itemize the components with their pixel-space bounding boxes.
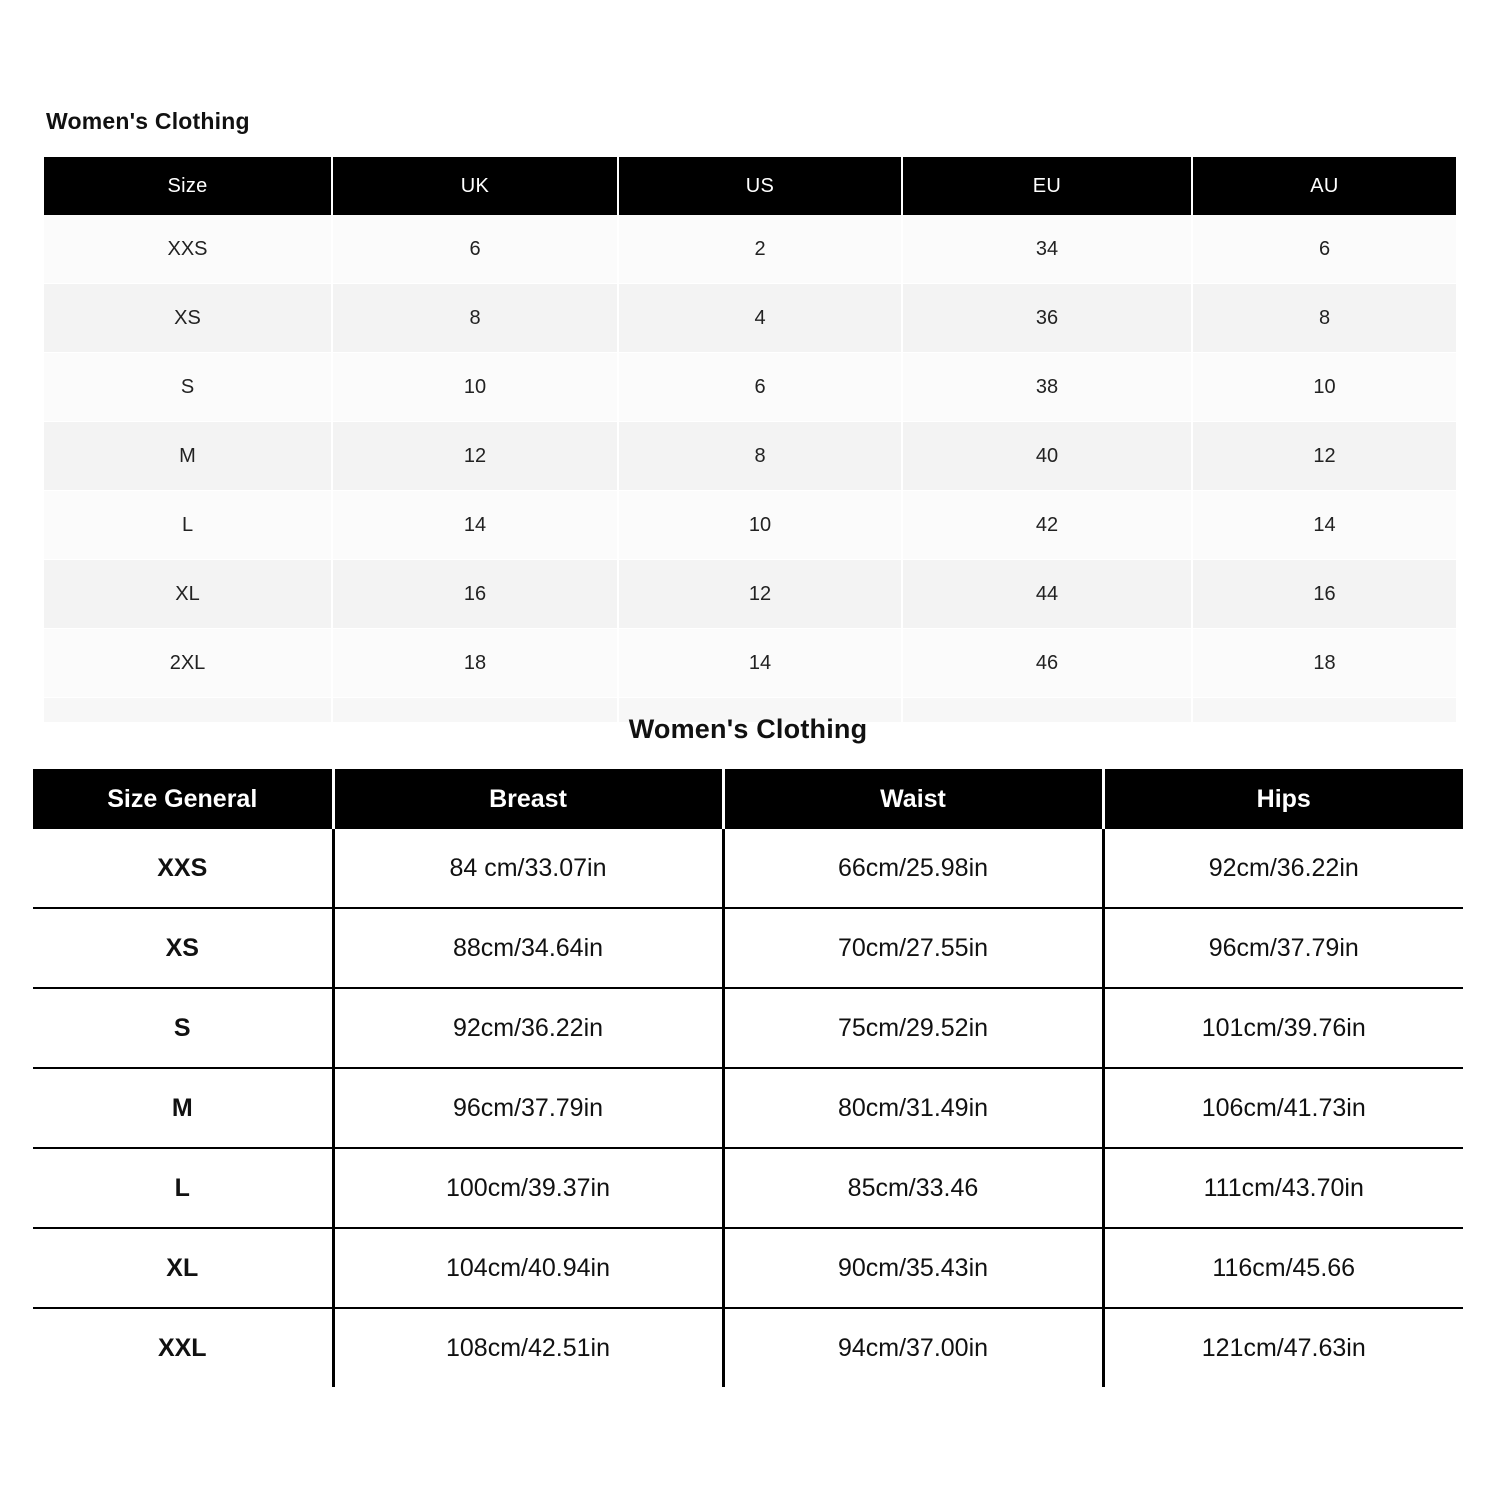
- cell-size: XXS: [44, 215, 332, 284]
- cell-au: 18: [1192, 629, 1456, 698]
- table-row: [44, 215, 1456, 284]
- cell-waist: 90cm/35.43in: [723, 1228, 1103, 1308]
- cell-waist: 70cm/27.55in: [723, 908, 1103, 988]
- column-header-size-general: Size General: [33, 769, 333, 829]
- cell-eu: 36: [902, 284, 1192, 353]
- cell-size-general: M: [33, 1068, 333, 1148]
- table-row: [33, 1228, 1463, 1308]
- cell-us: 12: [618, 560, 902, 629]
- cell-eu: 42: [902, 491, 1192, 560]
- column-header-hips: Hips: [1103, 769, 1463, 829]
- column-header-breast: Breast: [333, 769, 723, 829]
- cell-au: 6: [1192, 215, 1456, 284]
- cell-au: 12: [1192, 422, 1456, 491]
- cell-waist: 75cm/29.52in: [723, 988, 1103, 1068]
- table-row: [33, 908, 1463, 988]
- cell-eu: 38: [902, 353, 1192, 422]
- cell-us: 10: [618, 491, 902, 560]
- table-header-row: [33, 769, 1463, 829]
- cell-size-general: S: [33, 988, 333, 1068]
- cell-eu: 34: [902, 215, 1192, 284]
- cell-size: M: [44, 422, 332, 491]
- cell-size: XL: [44, 560, 332, 629]
- cell-eu: 40: [902, 422, 1192, 491]
- cell-hips: 106cm/41.73in: [1103, 1068, 1463, 1148]
- cell-uk: 14: [332, 491, 618, 560]
- cell-uk: 10: [332, 353, 618, 422]
- cell-size: XS: [44, 284, 332, 353]
- cell-size-general: XXS: [33, 829, 333, 908]
- cell-waist: 94cm/37.00in: [723, 1308, 1103, 1387]
- cell-size-general: XXL: [33, 1308, 333, 1387]
- cell-breast: 104cm/40.94in: [333, 1228, 723, 1308]
- column-header-waist: Waist: [723, 769, 1103, 829]
- cell-us: 6: [618, 353, 902, 422]
- table-row: [44, 284, 1456, 353]
- conversion-table-title: Women's Clothing: [46, 108, 250, 134]
- column-header-au: AU: [1192, 157, 1456, 215]
- cell-size: L: [44, 491, 332, 560]
- cell-hips: 121cm/47.63in: [1103, 1308, 1463, 1387]
- cell-us: 8: [618, 422, 902, 491]
- cell-uk: 12: [332, 422, 618, 491]
- table-row: [44, 491, 1456, 560]
- cell-hips: 96cm/37.79in: [1103, 908, 1463, 988]
- cell-uk: 16: [332, 560, 618, 629]
- cell-size: 2XL: [44, 629, 332, 698]
- cell-hips: 111cm/43.70in: [1103, 1148, 1463, 1228]
- table-row: [44, 560, 1456, 629]
- cell-waist: 80cm/31.49in: [723, 1068, 1103, 1148]
- cell-hips: 101cm/39.76in: [1103, 988, 1463, 1068]
- cell-au: 14: [1192, 491, 1456, 560]
- cell-size-general: XL: [33, 1228, 333, 1308]
- column-header-uk: UK: [332, 157, 618, 215]
- cell-us: 2: [618, 215, 902, 284]
- cell-breast: 92cm/36.22in: [333, 988, 723, 1068]
- cell-breast: 100cm/39.37in: [333, 1148, 723, 1228]
- measurement-table-title: Women's Clothing: [628, 714, 868, 744]
- cell-waist: 66cm/25.98in: [723, 829, 1103, 908]
- column-header-size: Size: [44, 157, 332, 215]
- table-row: [33, 1148, 1463, 1228]
- conversion-table: [44, 157, 1456, 723]
- table-row: [44, 422, 1456, 491]
- cell-breast: 84 cm/33.07in: [333, 829, 723, 908]
- cell-size: S: [44, 353, 332, 422]
- table-row: [44, 629, 1456, 698]
- table-header-row: [44, 157, 1456, 215]
- cell-breast: 96cm/37.79in: [333, 1068, 723, 1148]
- cell-eu: 44: [902, 560, 1192, 629]
- cell-uk: 8: [332, 284, 618, 353]
- column-header-us: US: [618, 157, 902, 215]
- table-row: [33, 1308, 1463, 1387]
- cell-au: 8: [1192, 284, 1456, 353]
- measurement-table: [33, 769, 1463, 1387]
- cell-us: 4: [618, 284, 902, 353]
- measurement-table-section: [33, 714, 1463, 1387]
- table-row: [33, 988, 1463, 1068]
- cell-hips: 116cm/45.66: [1103, 1228, 1463, 1308]
- cell-uk: 18: [332, 629, 618, 698]
- cell-size-general: XS: [33, 908, 333, 988]
- cell-uk: 6: [332, 215, 618, 284]
- cell-au: 16: [1192, 560, 1456, 629]
- column-header-eu: EU: [902, 157, 1192, 215]
- cell-hips: 92cm/36.22in: [1103, 829, 1463, 908]
- conversion-table-section: [44, 108, 1456, 723]
- cell-au: 10: [1192, 353, 1456, 422]
- table-row: [44, 353, 1456, 422]
- cell-size-general: L: [33, 1148, 333, 1228]
- table-row: [33, 829, 1463, 908]
- cell-eu: 46: [902, 629, 1192, 698]
- cell-waist: 85cm/33.46: [723, 1148, 1103, 1228]
- cell-breast: 88cm/34.64in: [333, 908, 723, 988]
- table-row: [33, 1068, 1463, 1148]
- cell-us: 14: [618, 629, 902, 698]
- cell-breast: 108cm/42.51in: [333, 1308, 723, 1387]
